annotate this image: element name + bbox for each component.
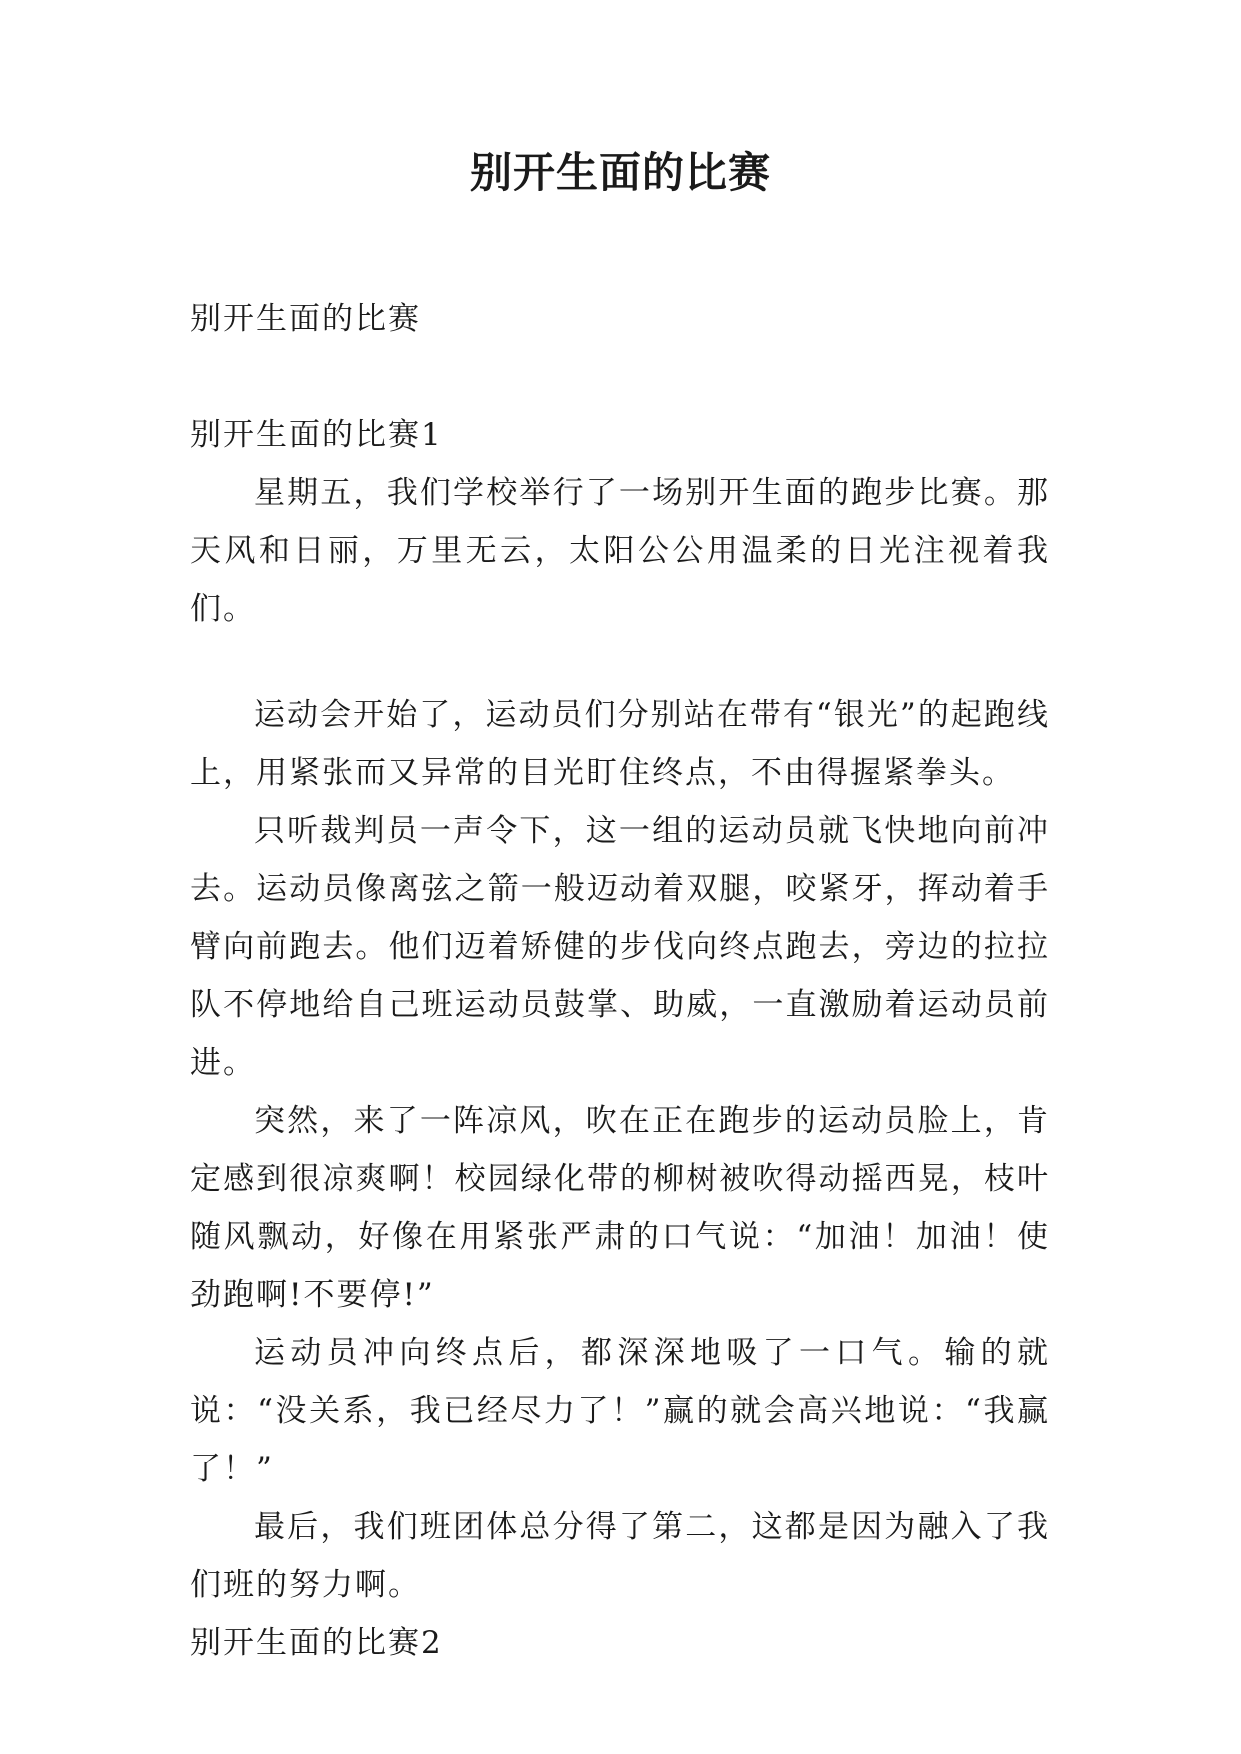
paragraph-6: 最后，我们班团体总分得了第二，这都是因为融入了我们班的努力啊。 <box>190 1509 1050 1603</box>
document-title: 别开生面的比赛 <box>469 148 771 197</box>
paragraph-3: 只听裁判员一声令下，这一组的运动员就飞快地向前冲去。运动员像离弦之箭一般迈动着双腿，咬紧牙，挥动着手臂向前跑去。他们迈着矫健的步伐向终点跑去，旁边的拉拉队不停地给自己班运动员鼓掌、助威，一直激励着运动员前进。 <box>190 813 1050 1081</box>
subtitle: 别开生面的比赛 <box>190 301 421 337</box>
paragraph-4: 突然，来了一阵凉风，吹在正在跑步的运动员脸上，肯定感到很凉爽啊！校园绿化带的柳树被吹得动摇西晃，枝叶随风飘动，好像在用紧张严肃的口气说：“加油！加油！使劲跑啊!不要停!” <box>190 1103 1050 1313</box>
paragraph-2: 运动会开始了，运动员们分别站在带有“银光”的起跑线上，用紧张而又异常的目光盯住终点，不由得握紧拳头。 <box>190 697 1050 791</box>
document-body <box>190 290 1050 1672</box>
section-heading-2: 别开生面的比赛2 <box>190 1625 443 1661</box>
paragraph-1: 星期五，我们学校举行了一场别开生面的跑步比赛。那天风和日丽，万里无云，太阳公公用温柔的日光注视着我们。 <box>190 475 1050 627</box>
paragraph-5: 运动员冲向终点后，都深深地吸了一口气。输的就说：“没关系，我已经尽力了！”赢的就会高兴地说：“我赢了！” <box>190 1335 1050 1487</box>
section-heading-1: 别开生面的比赛1 <box>190 417 443 453</box>
